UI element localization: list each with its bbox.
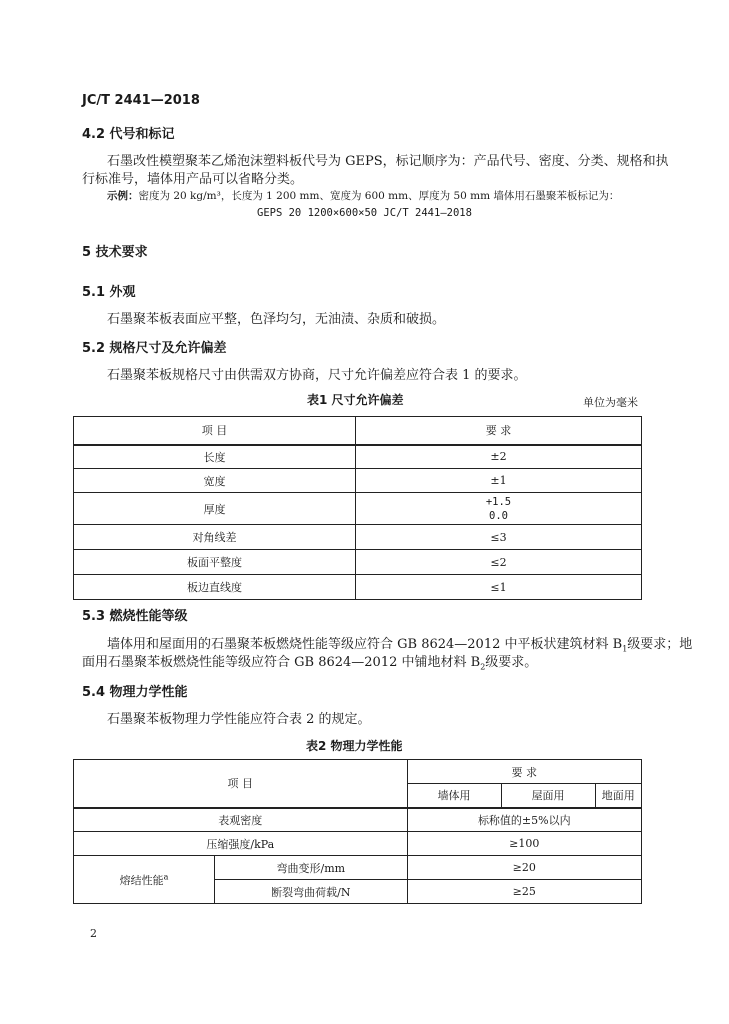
example-code: GEPS 20 1200×600×50 JC/T 2441—2018: [257, 207, 472, 219]
section-5-2-heading: 5.2 规格尺寸及允许偏差: [82, 341, 227, 356]
table2-cell-req: ≥20: [407, 856, 641, 880]
table2-cell-req: ≥100: [407, 832, 641, 856]
table2-cell-fusion: [74, 856, 215, 904]
page-number: 2: [90, 927, 97, 940]
table1-header-req: 要 求: [356, 417, 642, 445]
table2-title: 表2 物理力学性能: [306, 739, 403, 753]
standard-number: JC/T 2441—2018: [82, 93, 200, 108]
example-text: 密度为 20 kg/m³，长度为 1 200 mm、宽度为 600 mm、厚度为 50 mm 墙体用石墨聚苯板标记为：: [138, 190, 620, 202]
table1-cell-req: ≤2: [356, 550, 642, 575]
fusion-label: 熔结性能: [119, 873, 164, 887]
table-row: [74, 469, 642, 493]
table1-cell-item: 板边直线度: [74, 575, 356, 600]
table-row: [74, 550, 642, 575]
section-5-3-heading: 5.3 燃烧性能等级: [82, 609, 188, 624]
table2: [73, 759, 642, 904]
section-5-1-text: 石墨聚苯板表面应平整，色泽均匀，无油渍、杂质和破损。: [107, 312, 446, 327]
table2-subheader-floor: 地面用: [595, 784, 641, 808]
table2-subheader-wall: 墙体用: [407, 784, 501, 808]
table2-cell-req: 标称值的±5%以内: [407, 808, 641, 832]
table1-cell-item: 板面平整度: [74, 550, 356, 575]
table1-cell-req: ±1: [356, 469, 642, 493]
b1-subscript: 1: [622, 644, 628, 654]
section-5-3-line1-b: 级要求；地: [627, 637, 693, 652]
section-5-3-line2-a: 面用石墨聚苯板燃烧性能等级应符合 GB 8624—2012 中铺地材料 B: [82, 655, 481, 670]
section-4-2-line2: 行标准号，墙体用产品可以省略分类。: [82, 172, 304, 187]
table1-cell-req: ±2: [356, 445, 642, 469]
table-row: [74, 445, 642, 469]
table1-cell-req: ≤3: [356, 525, 642, 550]
table1-title: 表1 尺寸允许偏差: [307, 393, 404, 407]
table-row: [74, 856, 642, 880]
table1-cell-req: [356, 493, 642, 525]
table1-cell-req: ≤1: [356, 575, 642, 600]
table1-cell-item: 厚度: [74, 493, 356, 525]
section-4-2-line1: 石墨改性模塑聚苯乙烯泡沫塑料板代号为 GEPS，标记顺序为：产品代号、密度、分类、规格和执: [107, 154, 669, 169]
table1-cell-item: 宽度: [74, 469, 356, 493]
section-5-3-line2-b: 级要求。: [485, 655, 538, 670]
table2-cell-req: ≥25: [407, 880, 641, 904]
table-row: [74, 575, 642, 600]
table2-cell-item: 断裂弯曲荷载/N: [215, 880, 408, 904]
section-5-3-line1-a: 墙体用和屋面用的石墨聚苯板燃烧性能等级应符合 GB 8624—2012 中平板状建筑材料 B: [107, 637, 623, 652]
table1-header-item: 项 目: [74, 417, 356, 445]
table2-cell-item: 弯曲变形/mm: [215, 856, 408, 880]
thickness-lower-tolerance: 0.0: [489, 509, 508, 522]
table-row: [74, 808, 642, 832]
section-5-4-heading: 5.4 物理力学性能: [82, 685, 188, 700]
thickness-upper-tolerance: +1.5: [485, 495, 512, 508]
b2-subscript: 2: [480, 662, 486, 672]
table1: [73, 416, 642, 600]
table2-cell-item: 表观密度: [74, 808, 408, 832]
example-label: 示例：: [107, 190, 139, 202]
table-row: [74, 832, 642, 856]
table1-cell-item: 长度: [74, 445, 356, 469]
example-line: [107, 188, 619, 203]
footnote-mark: a: [163, 871, 169, 881]
table2-cell-item: 压缩强度/kPa: [74, 832, 408, 856]
section-5-heading: 5 技术要求: [82, 245, 148, 260]
table2-header-req: 要 求: [407, 760, 641, 784]
table1-cell-item: 对角线差: [74, 525, 356, 550]
section-5-3-line2: [82, 651, 537, 672]
table1-unit: 单位为毫米: [583, 396, 638, 409]
table-row: [74, 493, 642, 525]
table2-header-item: 项 目: [74, 760, 408, 808]
table2-subheader-roof: 屋面用: [501, 784, 595, 808]
section-5-2-text: 石墨聚苯板规格尺寸由供需双方协商，尺寸允许偏差应符合表 1 的要求。: [107, 368, 527, 383]
section-4-2-heading: 4.2 代号和标记: [82, 127, 175, 142]
table-row: [74, 525, 642, 550]
section-5-4-text: 石墨聚苯板物理力学性能应符合表 2 的规定。: [107, 712, 371, 727]
section-5-1-heading: 5.1 外观: [82, 285, 136, 300]
